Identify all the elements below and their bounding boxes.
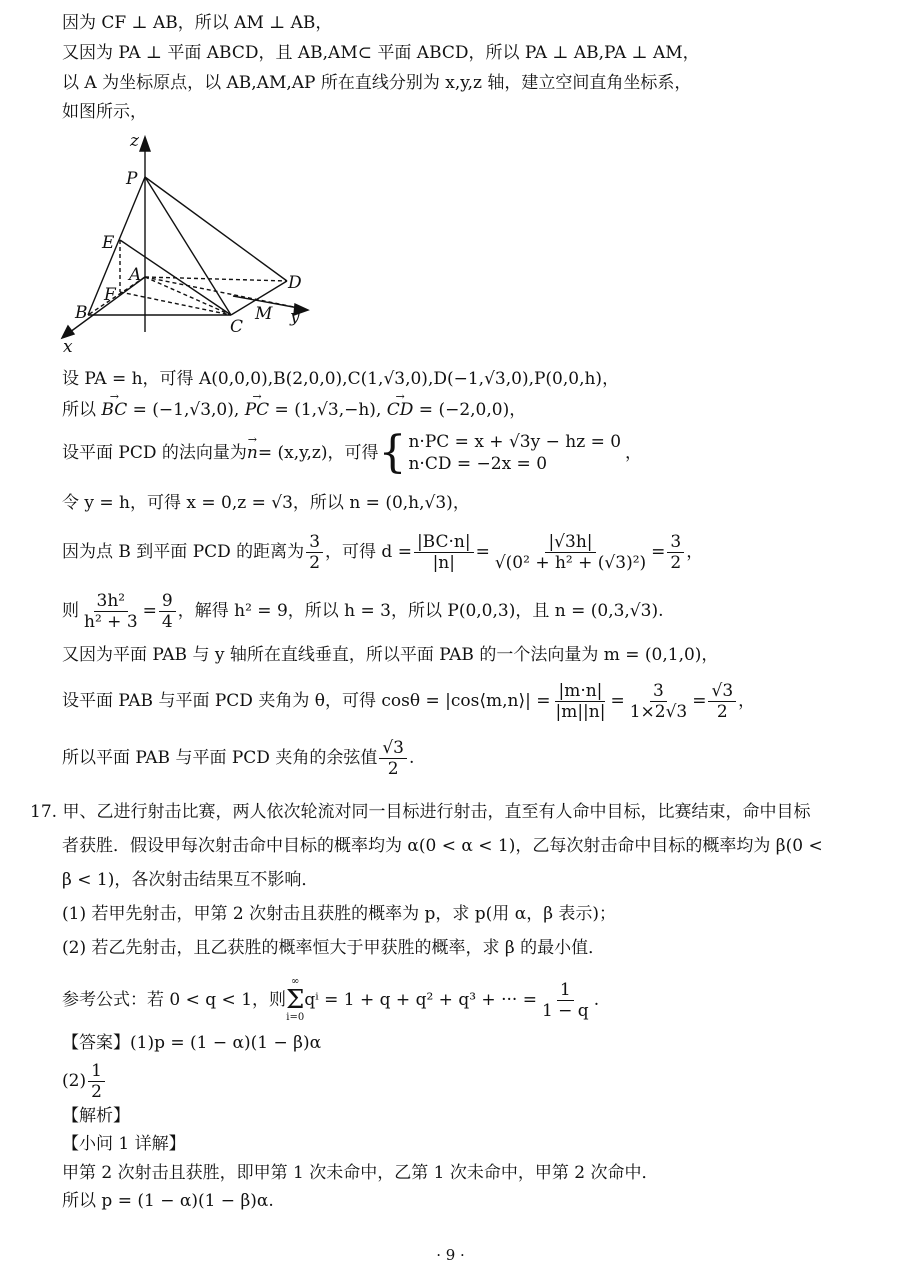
fraction-sqrt: $\frac{|√3h|}{\text{√(0² + h² + (√3)²)}}$ [494,531,647,573]
line-13-b: . [409,748,415,768]
label-z: z [130,132,139,151]
question-17-line-3: β < 1)，各次射击结果互不影响． [62,870,319,890]
fraction-distance: $\frac{|BC\cdot n|}{|n|}$ [414,532,474,573]
answer-1: 【答案】(1)p = (1 − α)(1 − β)α [62,1033,322,1053]
edge-PB [88,177,145,315]
line-6-e: = (1,√3,−h), [269,400,387,420]
label-M: M [255,304,273,324]
answer-2 [62,1058,107,1104]
label-y: y [290,307,300,327]
equation-system: { n·PC = x + √3y − hz = 0 n·CD = −2x = 0 [378,427,622,478]
line-9-b: ，可得 d = [325,542,412,562]
reference-formula [62,975,599,1025]
ref-b: qⁱ = 1 + q + q² + q³ + ··· = [304,990,537,1010]
line-10-b: = [142,601,157,621]
line-3: 以 A 为坐标原点，以 AB,AM,AP 所在直线分别为 x,y,z 轴，建立空间直角坐标系， [62,73,692,93]
line-8: 令 y = h，可得 x = 0,z = √3，所以 n = (0,h,√3)， [62,493,470,513]
edge-AD [145,277,287,281]
answer-2-label: (2) [62,1071,87,1091]
line-6-g: = (−2,0,0)， [413,400,527,420]
fraction-result: $\frac{3}{2}$ [667,532,684,573]
question-17-line-2: 者获胜．假设甲每次射击命中目标的概率均为 α(0 < α < 1)，乙每次射击命中目标的概率均为 β(0 < [62,836,823,856]
label-F: F [104,285,116,305]
line-10 [62,588,664,634]
vector-BC: → BC [101,399,127,421]
analysis-heading: 【解析】 [62,1106,130,1126]
solution-line-2: 所以 p = (1 − α)(1 − β)α. [62,1191,274,1211]
label-x: x [63,337,73,357]
line-7 [62,428,642,478]
line-10-c: ，解得 h² = 9，所以 h = 3，所以 P(0,0,3)，且 n = (0,3,√3). [177,601,664,621]
line-5: 设 PA = h，可得 A(0,0,0),B(2,0,0),C(1,√3,0),D(−1,√3,0),P(0,0,h)， [62,369,620,389]
line-6 [62,399,526,421]
question-17-line-1: 17. 甲、乙进行射击比赛，两人依次轮流对同一目标进行射击，直至有人命中目标，比赛结束，命中目标 [30,802,811,822]
fraction-9-over-4: $\frac{9}{4}$ [159,591,176,632]
fraction-3-over-2: $\frac{3}{2}$ [306,532,323,573]
line-9 [62,527,703,577]
fraction-sqrt3-over-2: $\frac{√3}{2}$ [708,681,736,722]
z-arrowhead [140,137,150,151]
line-12 [62,676,755,726]
line-4: 如图所示， [62,102,147,122]
fraction-half: $\frac{1}{2}$ [88,1061,105,1102]
line-6-c: = (−1,√3,0), [127,400,245,420]
fraction-3-over-2sqrt3: $\frac{3}{1\times 2√3}$ [629,680,688,722]
line-12-c: = [692,691,707,711]
line-9-a: 因为点 B 到平面 PCD 的距离为 [62,542,305,562]
edge-PD [145,177,287,281]
vector-n: → n [247,442,258,464]
question-17-part-1: (1) 若甲先射击，甲第 2 次射击且获胜的概率为 p，求 p(用 α，β 表示)； [62,904,617,924]
page-number: · 9 · [436,1246,465,1264]
edge-PC [145,177,231,315]
ref-c: . [593,990,600,1010]
ref-a: 参考公式：若 0 < q < 1，则 [62,990,287,1010]
label-P: P [126,169,138,189]
fraction-answer-cos: $\frac{√3}{2}$ [379,738,407,779]
line-13 [62,736,414,780]
solution-line-1: 甲第 2 次射击且获胜，即甲第 1 次未命中，乙第 1 次未命中，甲第 2 次命中． [62,1163,659,1183]
vector-CD: → CD [387,399,414,421]
vector-PC: → PC [245,399,269,421]
line-11: 又因为平面 PAB 与 y 轴所在直线垂直，所以平面 PAB 的一个法向量为 m = (0,1,0)， [62,645,719,665]
line-7-end: ， [625,443,643,463]
line-12-d: ， [738,691,756,711]
fraction-cos: $\frac{|m\cdot n|}{|m||n|}$ [555,680,606,722]
fraction-h: $\frac{\text{3h²}}{\text{h² + 3}}$ [84,590,138,632]
line-10-a: 则 [62,601,79,621]
line-7-c: = (x,y,z)，可得 [257,443,379,463]
label-E: E [102,233,115,253]
label-C: C [230,317,244,337]
line-12-a: 设平面 PAB 与平面 PCD 夹角为 θ，可得 cosθ = |cos⟨m,n⟩| = [62,691,551,711]
line-9-e: ， [686,542,704,562]
line-2: 又因为 PA ⊥ 平面 ABCD，且 AB,AM⊂ 平面 ABCD，所以 PA ⊥ AB,PA ⊥ AM， [62,43,700,63]
line-1: 因为 CF ⊥ AB，所以 AM ⊥ AB， [62,13,333,33]
line-12-b: = [610,691,625,711]
coordinate-figure [58,132,328,357]
fraction-geometric: $\frac{1}{1 - q}$ [541,979,589,1021]
system-row-2: n·CD = −2x = 0 [408,454,548,474]
line-9-c: = [475,542,490,562]
question-17-part-2: (2) 若乙先射击，且乙获胜的概率恒大于甲获胜的概率，求 β 的最小值． [62,938,606,958]
label-B: B [75,303,88,323]
line-9-d: = [651,542,666,562]
label-D: D [288,273,302,293]
sub-question-1-heading: 【小问 1 详解】 [62,1134,186,1154]
label-A: A [129,265,142,285]
edge-AC [145,277,231,315]
line-13-a: 所以平面 PAB 与平面 PCD 夹角的余弦值 [62,748,378,768]
system-row-1: n·PC = x + √3y − hz = 0 [408,432,622,452]
summation: ∞ Σ i=0 [286,976,305,1023]
line-7-a: 设平面 PCD 的法向量为 [62,443,247,463]
line-6-a: 所以 [62,400,102,420]
